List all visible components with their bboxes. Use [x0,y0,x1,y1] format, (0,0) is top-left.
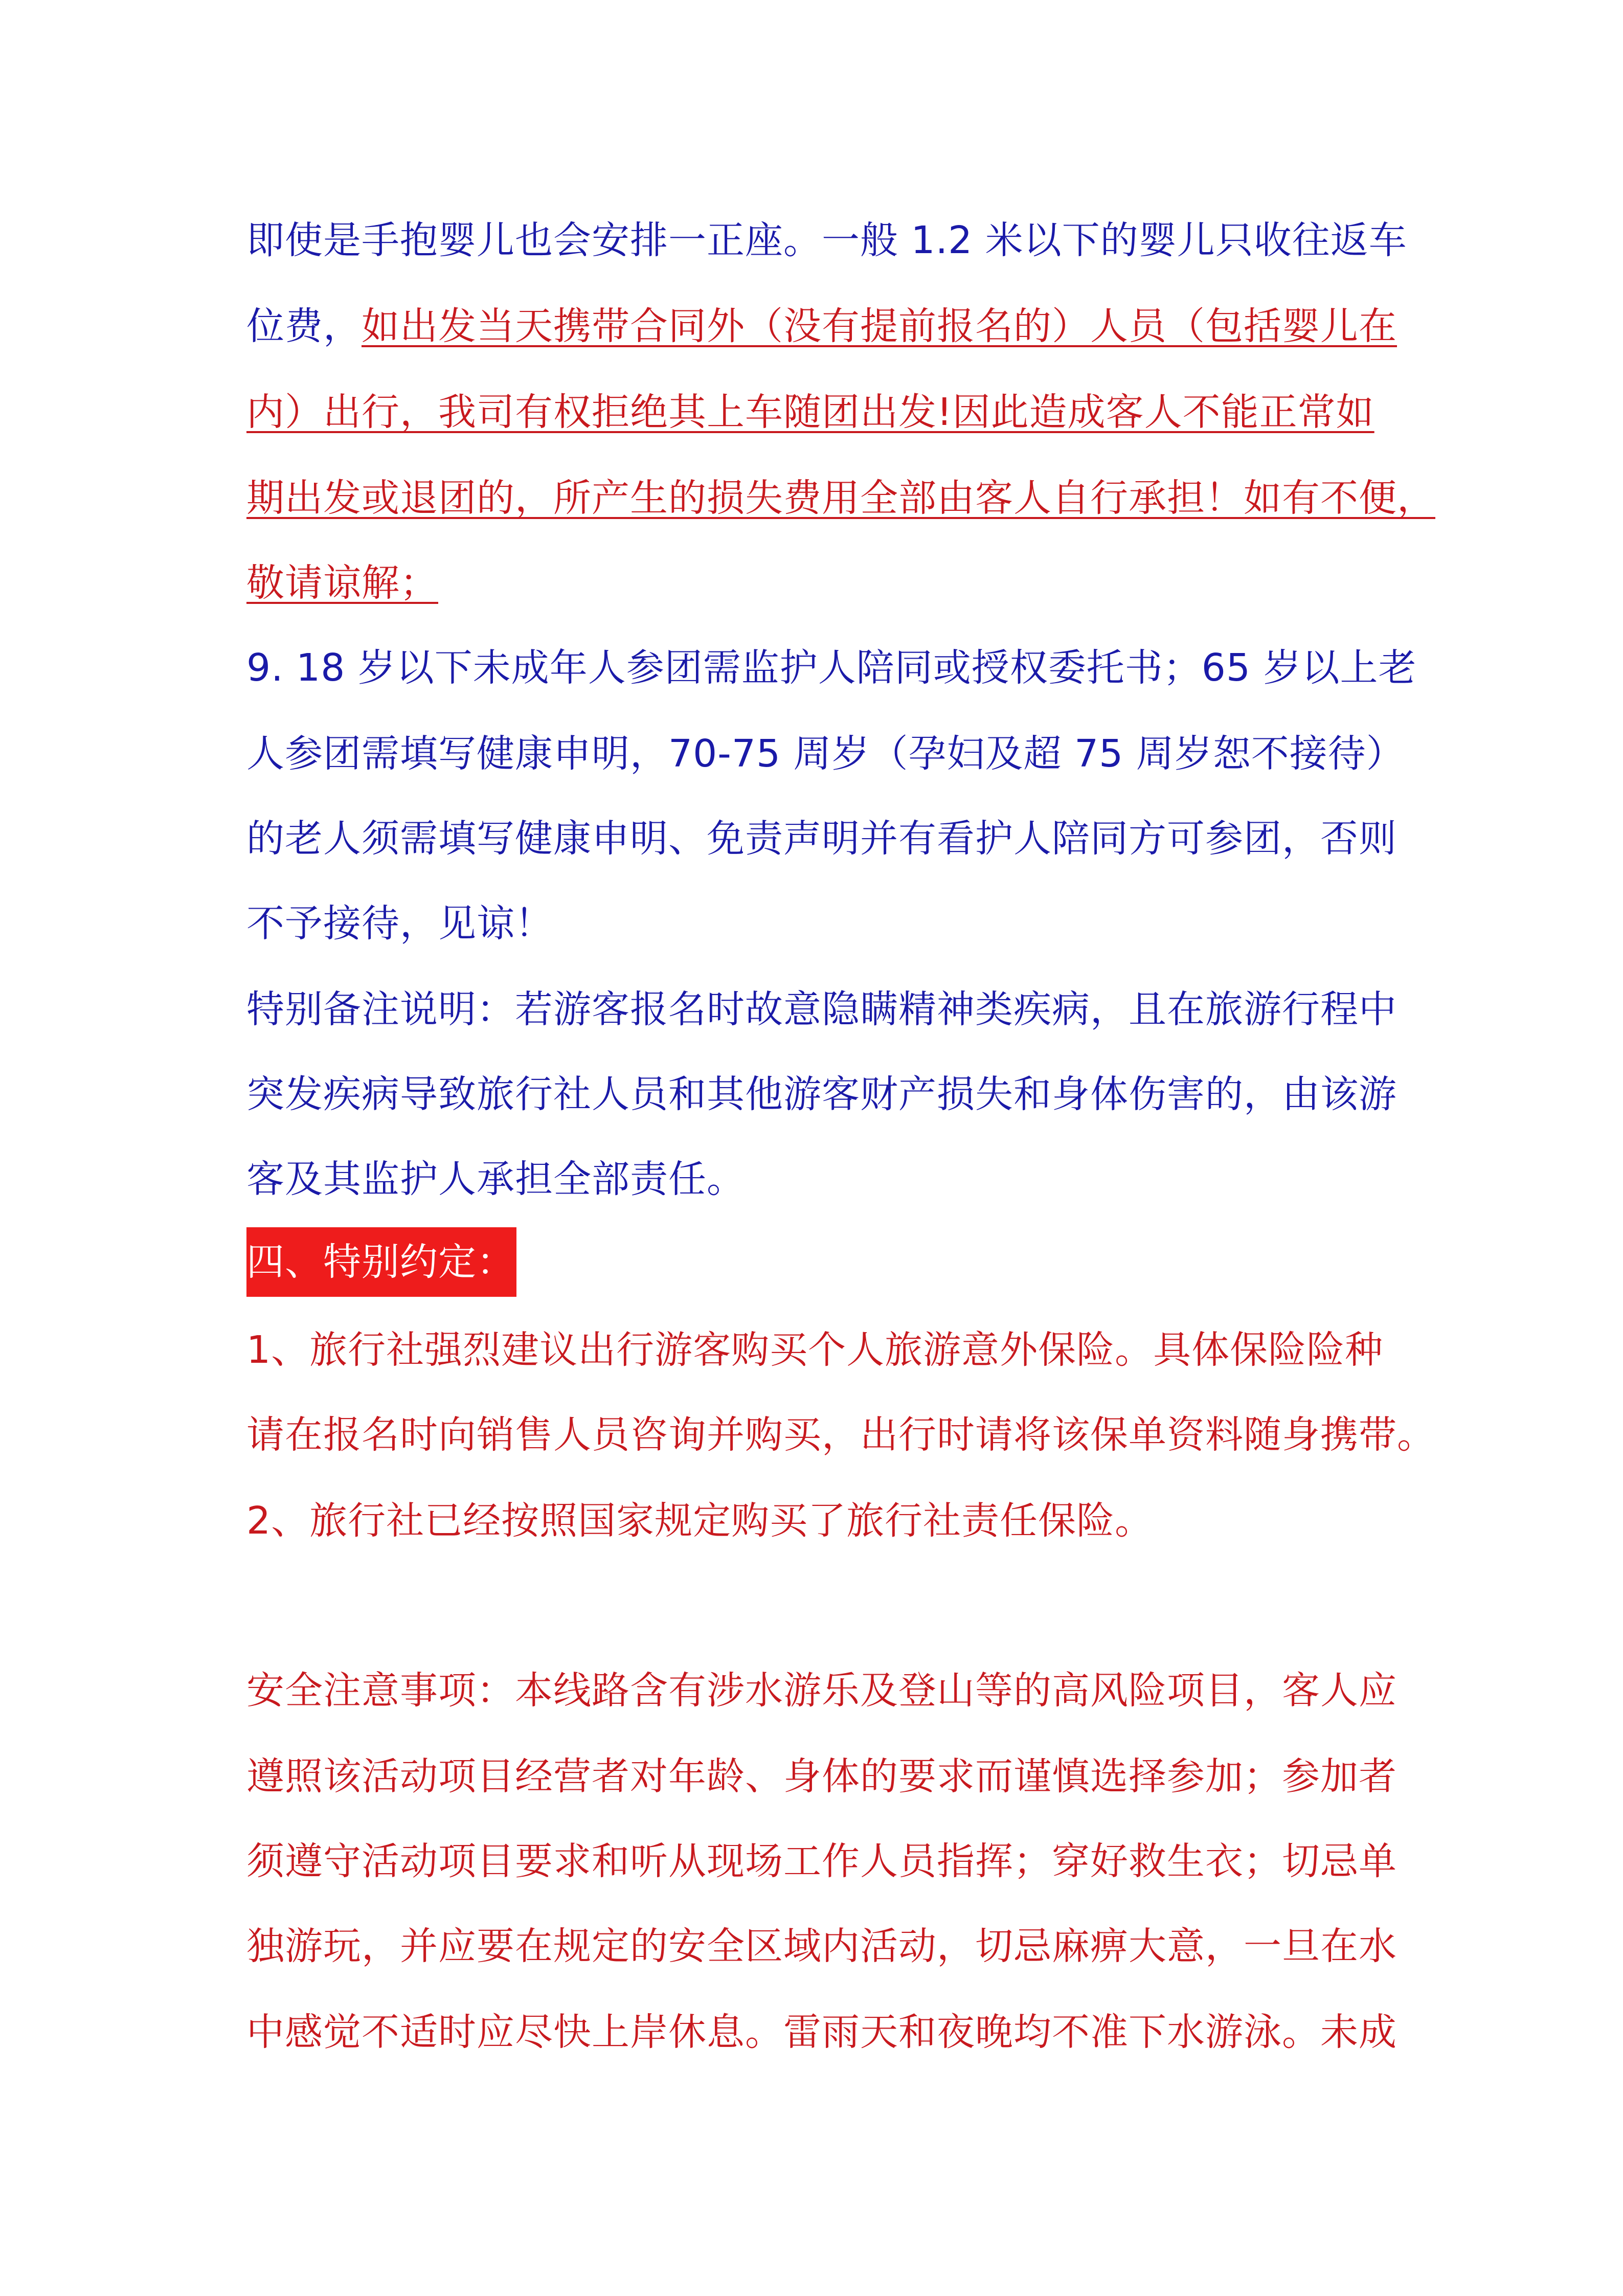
section4-heading: 四、特别约定： [246,1240,515,1284]
item9-line-4: 不予接待，见谅！ [246,902,553,946]
item9-line-1: 9. 18 岁以下未成年人参团需监护人陪同或授权委托书；65 岁以上老 [246,646,1417,690]
section4-item2: 2、旅行社已经按照国家规定购买了旅行社责任保险。 [246,1499,1154,1543]
item8-warning-text: 如出发当天携带合同外（没有提前报名的）人员（包括婴儿在 [362,304,1397,348]
section4-item1-line-2: 请在报名时向销售人员咨询并购买，出行时请将该保单资料随身携带。 [246,1413,1435,1457]
item8-warning-line-3: 内）出行，我司有权拒绝其上车随团出发!因此造成客人不能正常如 [246,390,1374,434]
item8-warning-line-5: 敬请谅解； [246,561,438,605]
safety-line-2: 遵照该活动项目经营者对年龄、身体的要求而谨慎选择参加；参加者 [246,1754,1397,1798]
item8-line-1: 即使是手抱婴儿也会安排一正座。一般 1.2 米以下的婴儿只收往返车 [246,218,1407,262]
special-note-line-3: 客及其监护人承担全部责任。 [246,1157,745,1201]
safety-line-3: 须遵守活动项目要求和听从现场工作人员指挥；穿好救生衣；切忌单 [246,1839,1397,1883]
item9-line-2: 人参团需填写健康申明，70-75 周岁（孕妇及超 75 周岁恕不接待） [246,732,1405,776]
special-note-line-2: 突发疾病导致旅行社人员和其他游客财产损失和身体伤害的，由该游 [246,1072,1397,1116]
safety-line-4: 独游玩，并应要在规定的安全区域内活动，切忌麻痹大意，一旦在水 [246,1924,1397,1968]
special-note-line-1: 特别备注说明：若游客报名时故意隐瞒精神类疾病，且在旅游行程中 [246,987,1397,1031]
item9-line-3: 的老人须需填写健康申明、免责声明并有看护人陪同方可参团，否则 [246,817,1397,861]
item8-line-2-prefix: 位费， [246,304,362,348]
section4-item1-line-1: 1、旅行社强烈建议出行游客购买个人旅游意外保险。具体保险险种 [246,1328,1384,1372]
safety-line-1: 安全注意事项：本线路含有涉水游乐及登山等的高风险项目，客人应 [246,1669,1397,1713]
item8-line-2 [246,301,1397,352]
safety-line-5: 中感觉不适时应尽快上岸休息。雷雨天和夜晚均不准下水游泳。未成 [246,2010,1397,2054]
item8-warning-line-4: 期出发或退团的，所产生的损失费用全部由客人自行承担！如有不便， [246,476,1435,520]
